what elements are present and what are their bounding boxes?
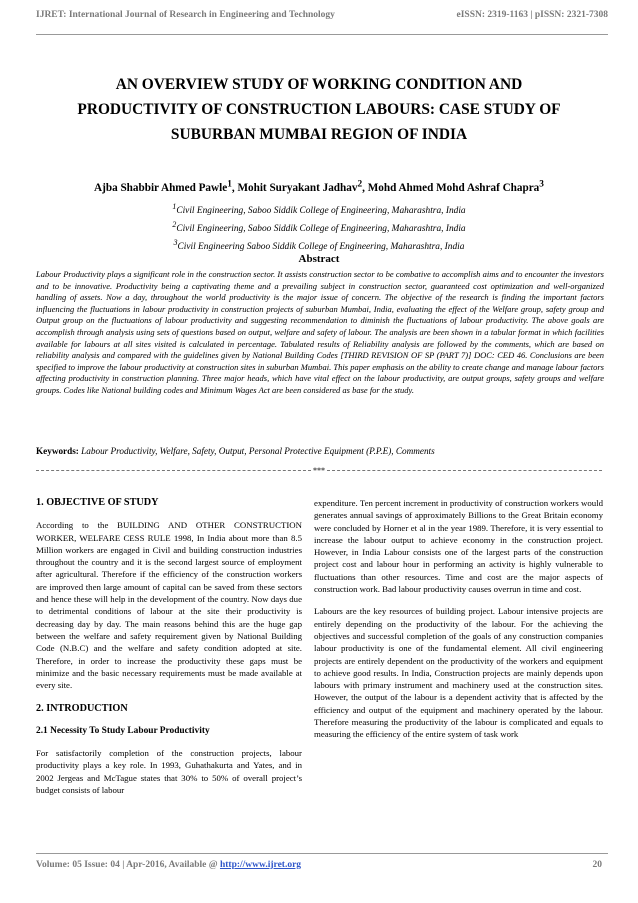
left-column <box>36 497 302 796</box>
title-line: PRODUCTIVITY OF CONSTRUCTION LABOURS: CASE STUDY OF <box>77 101 561 118</box>
affiliation: $^3$Civil Engineering Saboo Siddik College of Engineering, Maharashtra, India <box>173 238 465 253</box>
footer-rule <box>36 853 608 854</box>
keywords <box>36 446 604 456</box>
section-heading: 2. INTRODUCTION <box>36 703 128 715</box>
paragraph: expenditure. Ten percent increment in productivity of construction workers would generates annual savings of approximately Billions to the Great Britain economy were concluded by Horner et al in the year 1989. Therefore, it is very essential to increase the labour output to achieve economy in the construction project. However, in India Labour consists one of the largest parts of the construction project cost and labour hour in performing an activity is highly vulnerable to fluctuations than other resources. Time and cost are the major aspects of construction work. Bad labour productivity causes overrun in time and cost. <box>314 498 603 595</box>
abstract-text: Labour Productivity plays a significant role in the construction sector. It assists construction sector to be combative to accomplish aims and to encounter the investors and to be innovative. Productivity being a captivating theme and a prevailing subject in construction sector, guaranteed cost optimization and well-organized handling of assets. Now a day, throughout the world productivity is the major issue of concern. The objective of the research is finding the important factors influencing the fluctuations in labour productivity in construction projects of suburban Mumbai, India, evaluating the effect of the Welfare group, safety group and Output group on the fluctuations of labour productivity and suggesting recommendation to diminish the fluctuations of labour productivity. The above goals are accomplish through analysis using sets of questions based on output, welfare and safety of labour. The analysis are been shown in a tabular format in which facilities available for labours at all sites visited is calculated in percentage. Tabulated results of Reliability analysis are followed by the comments, which are based on reliability analysis and compared with the guidelines given by National Building Codes [THIRD REVISION OF SP (PART 7)] DOC: CED 46. Conclusions are been specified to improve the labour productivity at construction sites in suburban Mumbai. This paper emphasis on the ability to create change and manage labour factors affecting productivity in construction planning. Three major heads, which have vital effect on the labour productivity, are output groups, safety groups and welfare groups. Codes like National building codes and Minimum Wages Act are been considered as base for the study. <box>36 269 604 395</box>
footer-volume: Volume: 05 Issue: 04 | Apr-2016, Available @ http://www.ijret.org <box>36 860 302 870</box>
running-footer <box>36 860 602 870</box>
author-list <box>40 179 598 194</box>
section-heading: 1. OBJECTIVE OF STUDY <box>36 497 159 508</box>
title-line: AN OVERVIEW STUDY OF WORKING CONDITION AND <box>115 76 523 93</box>
paper-title <box>40 72 598 147</box>
author: Ajba Shabbir Ahmed Pawle$^1$, <box>94 179 238 194</box>
title-line: SUBURBAN MUMBAI REGION OF INDIA <box>170 126 468 143</box>
affiliation: $^2$Civil Engineering, Saboo Siddik College of Engineering, Maharashtra, India <box>172 220 466 235</box>
keywords-text: Labour Productivity, Welfare, Safety, Output, Personal Protective Equipment (P.P.E), Comments <box>78 446 435 456</box>
running-header <box>36 10 608 20</box>
affiliations <box>40 200 598 254</box>
right-column <box>314 497 603 741</box>
paragraph: Labours are the key resources of building project. Labour intensive projects are entirely depending on the productivity of the labour. For the achieving the objectives and successful completion of the goals of any construction companies labour productivity is one of the fundamental element. All civil engineering projects are entirely dependent on the productivity of the workers and equipment to achieve good results. In India, Construction projects are mainly depends upon labours with primary instrument and machinery used at the construction sites. However, the output of the labour is a dependent activity that is affected by the efficiency and output of the equipment and machinery operated by the labour. Therefore measuring the productivity of the labour is complicated and equals to measuring the efficiency of the entire system of task work <box>314 606 603 740</box>
author: Mohit Suryakant Jadhav$^2$, <box>237 179 368 194</box>
section-divider <box>36 466 602 475</box>
keywords-label: Keywords: <box>36 446 79 456</box>
divider-stars: *** <box>313 466 325 475</box>
header-rule <box>36 34 608 35</box>
journal-name: IJRET: International Journal of Research in Engineering and Technology <box>36 10 335 20</box>
author: Mohd Ahmed Mohd Ashraf Chapra$^3$ <box>367 179 544 194</box>
abstract-heading: Abstract <box>298 253 340 265</box>
issn: eISSN: 2319-1163 | pISSN: 2321-7308 <box>456 10 608 20</box>
journal-link[interactable]: http://www.ijret.org <box>219 860 302 870</box>
paragraph: According to the BUILDING AND OTHER CONSTRUCTION WORKER, WELFARE CESS RULE 1998, In India about more than 8.5 Million workers are engaged in Civil and building construction industries throughout the country and it is the second largest source of employment after agricultural. Therefore if the efficiency of the construction workers are improved then large amount of capital can be saved from these sectors and hence these will help in the development of the country. Now days due to detrimental conditions of labour at the site their productivity is decreasing day by day. The main reasons behind this are the huge gap between the welfare and safety requirement given by National Building Code (N.B.C) and the welfare and safety condition adopted at site. Therefore, in order to increase the productivity these gaps must be minimize and the basic necessary requirements must be made available at every site. <box>36 520 302 691</box>
subsection-heading: 2.1 Necessity To Study Labour Productivity <box>36 725 210 736</box>
affiliation: $^1$Civil Engineering, Saboo Siddik College of Engineering, Maharashtra, India <box>172 202 466 217</box>
paragraph: For satisfactorily completion of the construction projects, labour productivity plays a key role. In 1993, Guhathakurta and Yates, and in 2002 Jergeas and McTague states that 30% to 50% of overall project’s budget consists of labour <box>36 748 302 795</box>
page-number: 20 <box>592 860 602 870</box>
